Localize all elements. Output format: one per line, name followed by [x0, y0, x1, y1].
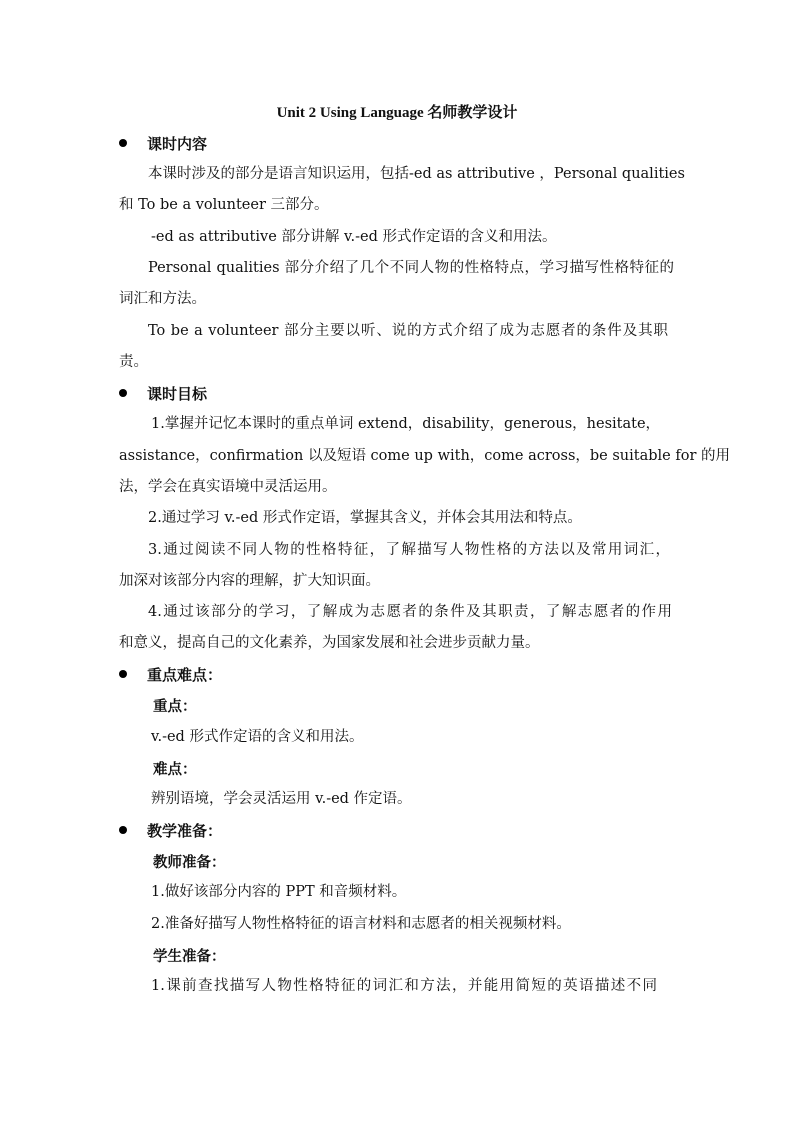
teacher-prep-label: 教师准备： [153, 854, 226, 871]
teacher-prep-1: 1.做好该部分内容的 PPT 和音频材料。 [151, 884, 407, 900]
page-title: Unit 2 Using Language 名师教学设计 [276, 105, 518, 121]
bullet-icon [119, 670, 127, 678]
section-heading-text: 教学准备： [147, 822, 223, 840]
goal-1-line-3: 法，学会在真实语境中灵活运用。 [119, 479, 337, 495]
section-heading-text: 课时目标 [147, 385, 208, 403]
student-prep-label: 学生准备： [153, 948, 226, 965]
bullet-icon [119, 139, 127, 147]
difficulty-label: 难点： [153, 761, 197, 778]
content-paragraph-1-line-1: 本课时涉及的部分是语言知识运用，包括-ed as attributive ，Personal qualities [148, 166, 685, 182]
content-paragraph-4-line-1: To be a volunteer 部分主要以听、说的方式介绍了成为志愿者的条件及其职 [148, 323, 668, 339]
teacher-prep-2: 2.准备好描写人物性格特征的语言材料和志愿者的相关视频材料。 [151, 916, 571, 932]
section-prep-heading [119, 820, 222, 841]
section-heading-text: 重点难点： [147, 666, 223, 684]
goal-2: 2.通过学习 v.-ed 形式作定语，掌握其含义，并体会其用法和特点。 [148, 510, 582, 526]
content-paragraph-1-line-2: 和 To be a volunteer 三部分。 [119, 197, 329, 213]
key-point-text: v.-ed 形式作定语的含义和用法。 [151, 729, 364, 745]
content-paragraph-3-line-1: Personal qualities 部分介绍了几个不同人物的性格特点，学习描写性格特征的 [148, 260, 674, 276]
goal-1-line-2: assistance，confirmation 以及短语 come up with，come across，be suitable for 的用 [119, 448, 730, 464]
section-heading-text: 课时内容 [147, 135, 208, 153]
section-content-heading [119, 133, 207, 154]
goal-3-line-1: 3.通过阅读不同人物的性格特征，了解描写人物性格的方法以及常用词汇， [148, 542, 670, 558]
content-paragraph-2: -ed as attributive 部分讲解 v.-ed 形式作定语的含义和用法。 [151, 229, 557, 245]
content-paragraph-3-line-2: 词汇和方法。 [119, 291, 206, 307]
goal-3-line-2: 加深对该部分内容的理解，扩大知识面。 [119, 573, 380, 589]
bullet-icon [119, 826, 127, 834]
goal-4-line-1: 4.通过该部分的学习，了解成为志愿者的条件及其职责，了解志愿者的作用 [148, 604, 672, 620]
student-prep-1: 1.课前查找描写人物性格特征的词汇和方法，并能用简短的英语描述不同 [151, 978, 657, 994]
goal-1-line-1: 1.掌握并记忆本课时的重点单词 extend，disability，generous，hesitate， [151, 416, 661, 432]
bullet-icon [119, 389, 127, 397]
content-paragraph-4-line-2: 责。 [119, 354, 148, 370]
key-point-label: 重点： [153, 698, 197, 715]
section-keypoints-heading [119, 664, 222, 685]
goal-4-line-2: 和意义，提高自己的文化素养，为国家发展和社会进步贡献力量。 [119, 635, 540, 651]
difficulty-text: 辨别语境，学会灵活运用 v.-ed 作定语。 [151, 791, 412, 807]
section-goals-heading [119, 383, 207, 404]
